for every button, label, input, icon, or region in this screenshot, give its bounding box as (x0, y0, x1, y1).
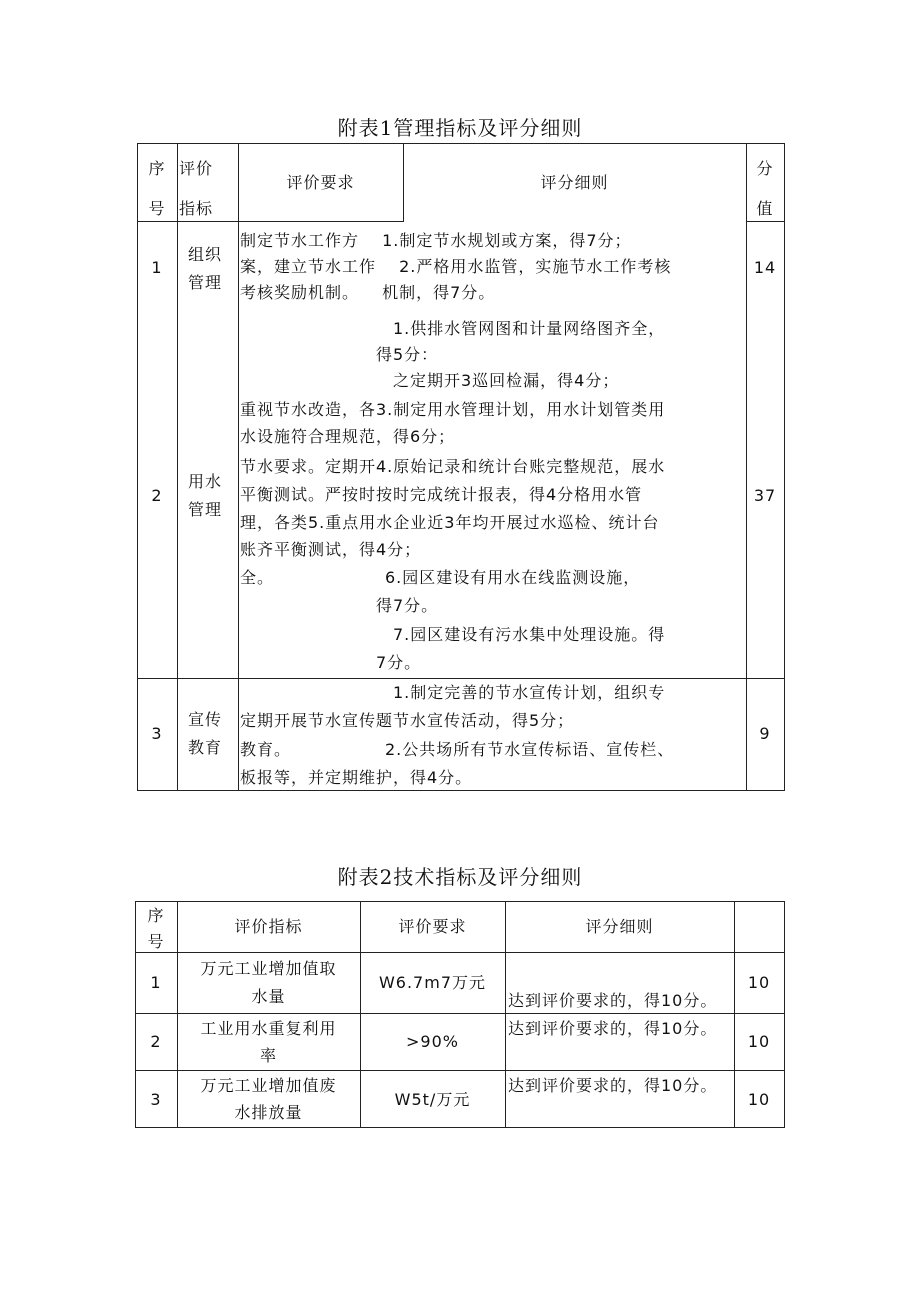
t2-row3-indicator-1: 万元工业增加值废 (200, 1076, 337, 1095)
t1-row2-line-1: 1.供排水管网图和计量网络图齐全， (240, 319, 666, 338)
t1-row1-indicator-2: 管理 (188, 273, 223, 292)
t1-row2-score: 37 (753, 486, 777, 505)
t2-row3-requirement: W5t/万元 (394, 1090, 471, 1109)
t2-row2-rules: 达到评价要求的，得10分。 (508, 1019, 718, 1038)
table1-title: 附表1管理指标及评分细则 (337, 116, 583, 140)
t1-row2-line-4: 重视节水改造，各3.制定用水管理计划，用水计划管类用 (240, 400, 666, 419)
t2-row2-score: 10 (747, 1032, 771, 1051)
t1-row3-indicator-1: 宣传 (188, 710, 223, 729)
t1-header-seq-1: 序 (148, 159, 166, 178)
t1-row2-indicator-1: 用水 (188, 472, 223, 491)
t1-header-seq-2: 号 (148, 199, 166, 218)
t2-row3-indicator-2: 水排放量 (234, 1103, 303, 1122)
t2-row1-requirement: W6.7m7万元 (378, 973, 487, 992)
t1-row3-line-3: 教育。 2.公共场所有节水宣传标语、宣传栏、 (240, 740, 675, 759)
t1-row2-line-7: 平衡测试。严按时按时完成统计报表，得4分格用水管 (240, 485, 643, 504)
t2-row1-indicator-1: 万元工业增加值取 (200, 959, 337, 978)
t1-header-indicator-1: 评价 (179, 159, 214, 178)
t2-row1-score: 10 (747, 973, 771, 992)
t2-header-requirement: 评价要求 (398, 917, 467, 936)
t2-header-seq-1: 序 (147, 906, 165, 925)
t1-row1-line-1: 制定节水工作方 1.制定节水规划或方案，得7分； (240, 231, 632, 250)
t1-row1-line-3: 考核奖励机制。 机制，得7分。 (240, 283, 496, 302)
t1-header-rules: 评分细则 (540, 173, 609, 192)
t1-row2-line-11: 得7分。 (240, 596, 439, 615)
t1-row1-score: 14 (753, 258, 777, 277)
t2-row2-indicator-1: 工业用水重复利用 (200, 1019, 337, 1038)
t2-row2-indicator-2: 率 (259, 1046, 277, 1065)
t1-row2-seq: 2 (151, 486, 163, 505)
table2-title: 附表2技术指标及评分细则 (337, 865, 583, 889)
t1-header-score-2: 值 (756, 199, 774, 218)
t2-row3-score: 10 (747, 1090, 771, 1109)
t1-row1-seq: 1 (151, 258, 163, 277)
t1-row2-line-10: 全。 6.园区建设有用水在线监测设施， (240, 568, 641, 587)
t1-row2-line-5: 水设施符合理规范，得6分； (240, 427, 456, 446)
t1-header-requirement: 评价要求 (286, 173, 355, 192)
t2-header-rules: 评分细则 (585, 917, 654, 936)
t1-row3-line-4: 板报等，并定期维护，得4分。 (240, 768, 473, 787)
t1-row2-line-9: 账齐平衡测试，得4分； (240, 540, 422, 559)
t1-row2-line-12: 7.园区建设有污水集中处理设施。得 (240, 625, 666, 644)
t2-row2-requirement: >90% (406, 1032, 459, 1051)
t1-row2-indicator-2: 管理 (188, 500, 223, 519)
t2-row1-rules: 达到评价要求的，得10分。 (508, 991, 718, 1010)
t2-row3-rules: 达到评价要求的，得10分。 (508, 1076, 718, 1095)
t2-row2-seq: 2 (150, 1032, 162, 1051)
t2-header-indicator: 评价指标 (234, 917, 303, 936)
t1-row1-indicator-1: 组织 (188, 245, 223, 264)
t1-row2-line-2: 得5分： (240, 345, 439, 364)
t1-header-score-1: 分 (756, 159, 774, 178)
t1-row3-seq: 3 (151, 724, 163, 743)
t1-row3-score: 9 (759, 724, 771, 743)
t1-row2-line-13: 7分。 (240, 653, 422, 672)
t2-row1-seq: 1 (150, 973, 162, 992)
t2-row1-indicator-2: 水量 (251, 987, 286, 1006)
t1-row2-line-8: 理，各类5.重点用水企业近3年均开展过水巡检、统计台 (240, 513, 660, 532)
t1-row2-line-6: 节水要求。定期开4.原始记录和统计台账完整规范，展水 (240, 457, 666, 476)
t2-header-seq-2: 号 (147, 932, 165, 951)
t1-row3-line-2: 定期开展节水宣传题节水宣传活动，得5分； (240, 711, 575, 730)
t2-row3-seq: 3 (150, 1090, 162, 1109)
t1-row1-line-2: 案，建立节水工作 2.严格用水监管，实施节水工作考核 (240, 257, 672, 276)
t1-row3-indicator-2: 教育 (188, 738, 223, 757)
t1-row3-line-1: 1.制定完善的节水宣传计划，组织专 (240, 683, 666, 702)
t1-header-indicator-2: 指标 (179, 199, 214, 218)
t1-row2-line-3: 之定期开3巡回检漏，得4分； (240, 371, 620, 390)
